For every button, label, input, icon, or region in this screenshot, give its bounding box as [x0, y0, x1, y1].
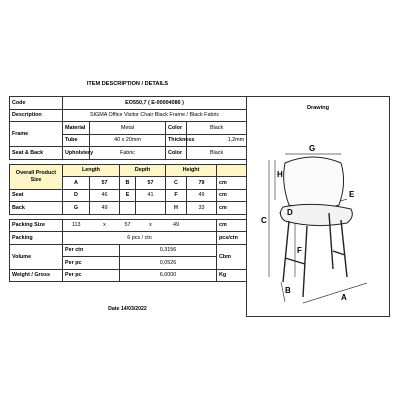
chair-leg-back-right	[341, 220, 347, 277]
chair-drawing	[255, 127, 381, 307]
dim-g-value: 49	[90, 202, 120, 215]
dim-e-text: E	[349, 190, 355, 199]
packing-size-unit: cm	[217, 219, 247, 232]
back-label: Back	[10, 202, 63, 215]
volume-label: Volume	[10, 244, 63, 269]
volume-per-pc: 0,0526	[120, 257, 217, 270]
dim-a-text: A	[341, 293, 347, 302]
weight-unit: Kg	[217, 269, 247, 282]
weight-per-pc: 6,0000	[120, 269, 217, 282]
dim-a-line	[303, 283, 367, 303]
frame-tube: 40 x 20mm	[90, 134, 166, 147]
dim-c-letter: C	[166, 177, 187, 190]
dim-h-text: H	[277, 170, 283, 179]
back-dims-row	[10, 202, 247, 215]
packing-size-label: Packing Size	[10, 219, 63, 232]
back-unit: cm	[217, 202, 247, 215]
spec-sheet	[9, 79, 390, 317]
chair-crossbar-2	[333, 251, 345, 255]
packing-size-h: 49	[166, 219, 187, 232]
dim-e-value: 41	[136, 189, 166, 202]
dim-d-text: D	[287, 208, 293, 217]
dim-g-letter: G	[63, 202, 90, 215]
dim-f-value: 49	[187, 189, 217, 202]
packing-unit: pcs/ctn	[217, 232, 247, 245]
seat-back-color-label: Color	[166, 147, 187, 160]
dim-f-text: F	[297, 246, 302, 255]
dim-a-value: 57	[90, 177, 120, 190]
seat-back-label: Seat & Back	[10, 147, 63, 160]
frame-color-label: Color	[166, 122, 187, 135]
spec-table	[9, 96, 247, 282]
frame-tube-label: Tube	[63, 134, 90, 147]
sheet-date: Date 14/03/2022	[108, 306, 147, 312]
dim-d-value: 46	[90, 189, 120, 202]
weight-per-pc-label: Per pc	[63, 269, 120, 282]
weight-row	[10, 269, 247, 282]
chair-leg-front-left	[283, 221, 289, 282]
overall-size-label: Overall Product Size	[10, 164, 63, 189]
dim-d-letter: D	[63, 189, 90, 202]
depth-header: Depth	[120, 164, 166, 177]
volume-unit: Cbm	[217, 244, 247, 269]
description-label: Description	[10, 109, 63, 122]
dim-c-text: C	[261, 216, 267, 225]
upholstery-value: Fabric	[90, 147, 166, 160]
drawing-label: Drawing	[306, 105, 330, 111]
dim-e-letter: E	[120, 189, 136, 202]
dim-h-letter: H	[166, 202, 187, 215]
description-row	[10, 109, 247, 122]
packing-size-l: 113	[63, 219, 90, 232]
code-label: Code	[10, 97, 63, 110]
packing-label: Packing	[10, 232, 63, 245]
seat-label: Seat	[10, 189, 63, 202]
drawing-panel	[246, 96, 390, 317]
frame-color: Black	[187, 122, 247, 135]
packing-row	[10, 232, 247, 245]
volume-row-1	[10, 244, 247, 257]
volume-per-pc-label: Per pc	[63, 257, 120, 270]
code-row	[10, 97, 247, 110]
dim-c-value: 79	[187, 177, 217, 190]
frame-material: Metal	[90, 122, 166, 135]
description-value: SIGMA Office Visitor Chair Black Frame / Black Fabric	[63, 109, 247, 122]
seat-back-row	[10, 147, 247, 160]
dim-a-letter: A	[63, 177, 90, 190]
dim-b-letter: B	[120, 177, 136, 190]
chair-leg-front-right	[303, 226, 307, 297]
dim-g-text: G	[309, 144, 316, 153]
seat-dims-row	[10, 189, 247, 202]
dim-b-value: 57	[136, 177, 166, 190]
upholstery-label: Upholstery	[63, 147, 90, 160]
sheet-title: ITEM DESCRIPTION / DETAILS	[86, 81, 169, 87]
packing-size-x2: x	[136, 219, 166, 232]
frame-row-1	[10, 122, 247, 135]
seat-back-color: Black	[187, 147, 247, 160]
volume-per-ctn: 0,3156	[120, 244, 217, 257]
weight-label: Weight / Gross	[10, 269, 63, 282]
frame-thickness: 1,2mm	[187, 134, 247, 147]
volume-per-ctn-label: Per ctn	[63, 244, 120, 257]
chair-back-rest	[284, 157, 344, 209]
overall-unit: cm	[217, 177, 247, 190]
packing-value: 6 pcs / ctn	[63, 232, 217, 245]
frame-material-label: Material	[63, 122, 90, 135]
seat-unit: cm	[217, 189, 247, 202]
packing-size-w: 57	[120, 219, 136, 232]
overall-header-row	[10, 164, 247, 177]
dim-b-text: B	[285, 286, 291, 295]
frame-label: Frame	[10, 122, 63, 147]
packing-size-row	[10, 219, 247, 232]
length-header: Length	[63, 164, 120, 177]
height-header: Height	[166, 164, 217, 177]
dim-h-value: 33	[187, 202, 217, 215]
dim-f-letter: F	[166, 189, 187, 202]
code-value: EO550,7 ( E-00004086 )	[63, 97, 247, 110]
frame-thickness-label: Thickness	[166, 134, 187, 147]
packing-size-x1: x	[90, 219, 120, 232]
